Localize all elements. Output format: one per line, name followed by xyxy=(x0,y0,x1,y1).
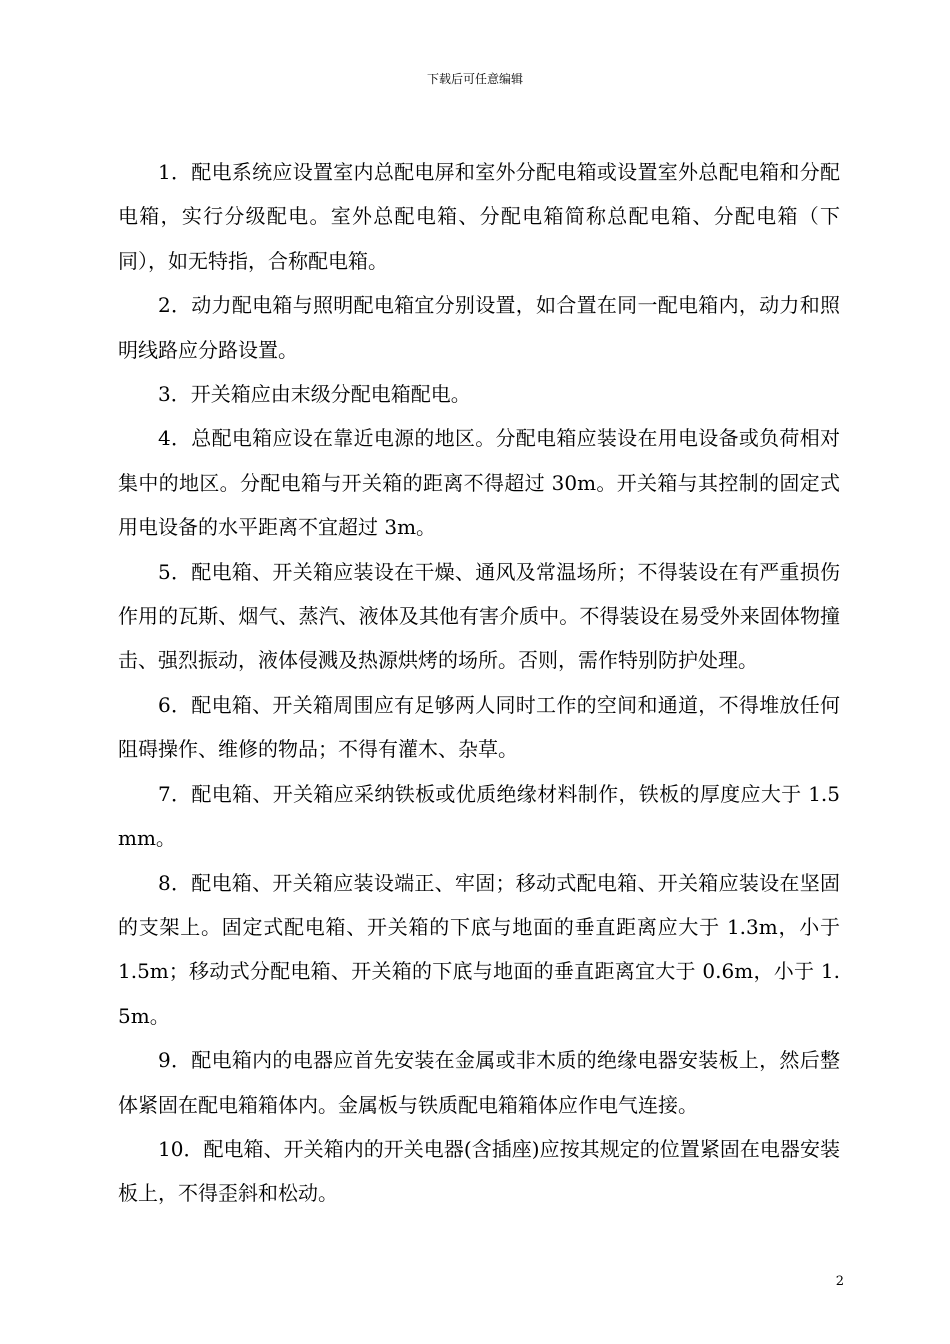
paragraph-7: 7．配电箱、开关箱应采纳铁板或优质绝缘材料制作，铁板的厚度应大于 1.5mm。 xyxy=(118,781,840,851)
paragraph-8: 8．配电箱、开关箱应装设端正、牢固；移动式配电箱、开关箱应装设在坚固的支架上。固定式配电箱、开关箱的下底与地面的垂直距离应大于 1.3m，小于 1.5m；移动式分配电箱、开关箱的下底与地面的垂直距离宜大于 0.6m，小于 1.5m。 xyxy=(118,870,840,1028)
paragraph-5: 5．配电箱、开关箱应装设在干燥、通风及常温场所；不得装设在有严重损伤作用的瓦斯、烟气、蒸汽、液体及其他有害介质中。不得装设在易受外来固体物撞击、强烈振动，液体侵溅及热源烘烤的场所。否则，需作特别防护处理。 xyxy=(118,559,840,673)
header-note: 下载后可任意编辑 xyxy=(426,72,523,86)
paragraph-6: 6．配电箱、开关箱周围应有足够两人同时工作的空间和通道，不得堆放任何阻碍操作、维修的物品；不得有灌木、杂草。 xyxy=(118,692,840,762)
paragraph-4: 4．总配电箱应设在靠近电源的地区。分配电箱应装设在用电设备或负荷相对集中的地区。分配电箱与开关箱的距离不得超过 30m。开关箱与其控制的固定式用电设备的水平距离不宜超过 3m。 xyxy=(118,426,840,540)
paragraph-3: 3．开关箱应由末级分配电箱配电。 xyxy=(158,382,471,407)
paragraph-10: 10．配电箱、开关箱内的开关电器(含插座)应按其规定的位置紧固在电器安装板上，不得歪斜和松动。 xyxy=(118,1136,840,1206)
document-body xyxy=(118,150,840,1216)
paragraph-9: 9．配电箱内的电器应首先安装在金属或非木质的绝缘电器安装板上，然后整体紧固在配电箱箱体内。金属板与铁质配电箱箱体应作电气连接。 xyxy=(118,1048,840,1117)
page-number: 2 xyxy=(835,1274,844,1289)
paragraph-1: 1．配电系统应设置室内总配电屏和室外分配电箱或设置室外总配电箱和分配电箱，实行分级配电。室外总配电箱、分配电箱简称总配电箱、分配电箱（下同），如无特指，合称配电箱。 xyxy=(118,160,840,273)
paragraph-2: 2．动力配电箱与照明配电箱宜分别设置，如合置在同一配电箱内，动力和照明线路应分路设置。 xyxy=(118,293,840,362)
